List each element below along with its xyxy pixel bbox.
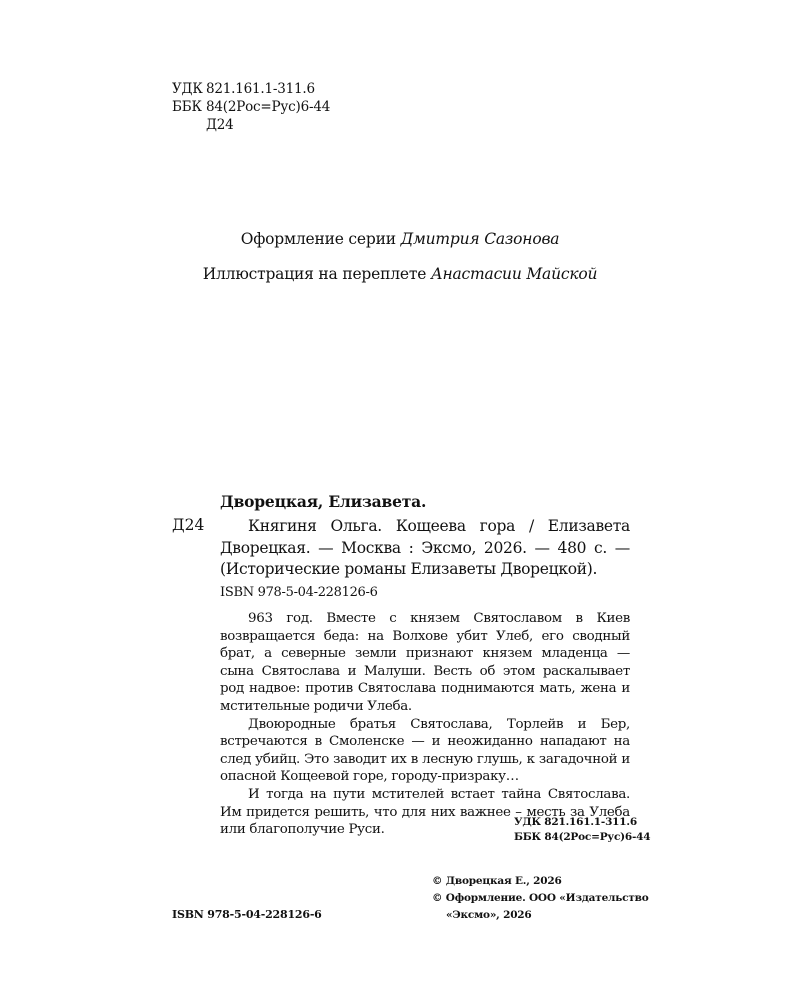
bibliographic-entry	[220, 516, 630, 581]
udk-classification	[172, 81, 315, 97]
illustration-credit	[0, 265, 800, 283]
annotation-bbk: ББК 84(2Рос=Рус)6-44	[514, 831, 651, 843]
annotation-classification	[514, 815, 650, 845]
isbn-record: ISBN 978-5-04-228126-6	[220, 585, 378, 600]
series-design-label: Оформление серии	[240, 230, 396, 248]
copyright-design: © Оформление. ООО «Издательство	[432, 892, 649, 904]
illustration-name: Анастасии Майской	[430, 265, 598, 283]
footer-isbn: ISBN 978-5-04-228126-6	[172, 908, 322, 921]
bbk-label: ББК	[172, 99, 202, 115]
author-heading: Дворецкая, Елизавета.	[220, 492, 427, 511]
udk-value: 821.161.1-311.6	[206, 81, 315, 97]
copyright-design-continued: «Эксмо», 2026	[446, 909, 532, 921]
annotation-paragraph: 963 год. Вместе с князем Святославом в Киев возвращается беда: на Волхове убит Улеб, его сводный брат, а северные земли признают князем младенца — сына Святослава и Малуши. Весть об этом раскалывает род надвое: против Святослава поднимаются мать, жена и мстительные родичи Улеба.	[220, 611, 630, 714]
copyright-block	[432, 873, 649, 924]
bbk-value: 84(2Рос=Рус)6-44	[206, 99, 331, 115]
bibliographic-code: Д24	[172, 516, 205, 534]
author-mark: Д24	[206, 117, 234, 133]
illustration-label: Иллюстрация на переплете	[202, 265, 427, 283]
annotation-udk: УДК 821.161.1-311.6	[514, 816, 637, 828]
copyright-author: © Дворецкая Е., 2026	[432, 875, 562, 887]
author-mark-row	[172, 117, 234, 133]
udk-label: УДК	[172, 81, 203, 97]
annotation	[220, 610, 630, 839]
series-design-credit	[0, 230, 800, 248]
annotation-paragraph: И тогда на пути мстителей встает тайна Святослава. Им придется решить, что для них важнее – месть за Улеба или благополучие Руси.	[220, 786, 630, 838]
annotation-paragraph: Двоюродные братья Святослава, Торлейв и Бер, встречаются в Смоленске — и неожиданно нападают на след убийц. Это заводит их в лесную глушь, к загадочной и опасной Кощеевой горе, городу-призраку…	[220, 716, 630, 785]
series-design-name: Дмитрия Сазонова	[400, 230, 560, 248]
bibliographic-entry-text: Княгиня Ольга. Кощеева гора / Елизавета Дворецкая. — Москва : Эксмо, 2026. — 480 с. — (Исторические романы Елизаветы Дворецкой).	[220, 517, 630, 578]
bbk-classification	[172, 99, 330, 115]
